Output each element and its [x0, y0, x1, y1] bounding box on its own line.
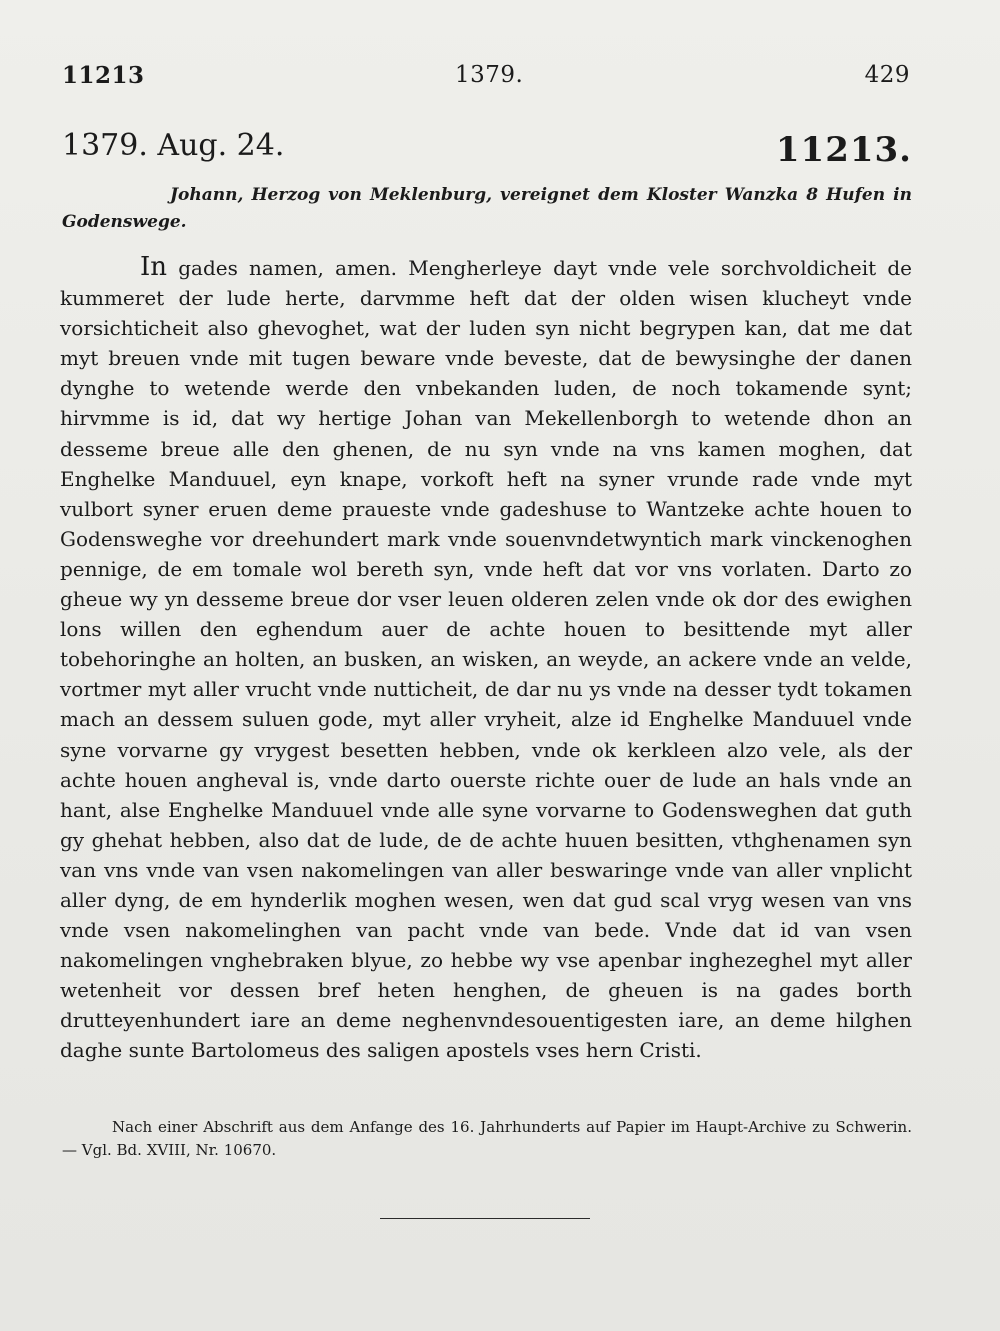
running-head-year: 1379.: [455, 62, 524, 88]
entry-number: 11213.: [775, 130, 912, 170]
entry-date: 1379. Aug. 24.: [62, 128, 285, 163]
charter-initial: In: [140, 252, 168, 282]
entry-heading: [62, 128, 912, 178]
charter-text: [60, 252, 912, 1066]
entry-regest: Johann, Herzog von Meklenburg, vereignet dem Kloster Wanzka 8 Hufen in Godenswege.: [62, 185, 912, 232]
source-note: Nach einer Abschrift aus dem Anfange des 16. Jahrhunderts auf Papier im Haupt-Archive zu Schwerin. — Vgl. Bd. XVIII, Nr. 10670.: [62, 1118, 912, 1159]
running-head-entry-number: 11213: [62, 62, 145, 89]
page-number: 429: [864, 62, 910, 88]
running-head: [62, 62, 910, 102]
end-rule-divider: [380, 1218, 590, 1219]
charter-body: gades namen, amen. Mengherleye dayt vnde vele sorchvoldicheit de kummeret der lude herte, darvmme heft dat der olden wisen klucheyt vnde vorsichticheit also ghevoghet, wat der luden syn nicht begrypen kan, dat me dat myt breuen vnde mit tugen beware vnde beveste, dat de bewysinghe der danen dynghe to wetende werde den vnbekanden luden, de noch tokamende synt; hirvmme is id, dat wy hertige Johan van Mekellenborgh to wetende dhon an desseme breue alle den ghenen, de nu syn vnde na vns kamen moghen, dat Enghelke Manduuel, eyn knape, vorkoft heft na syner vrunde rade vnde myt vulbort syner eruen deme praueste vnde gadeshuse to Wantzeke achte houen to Godensweghe vor dreehundert mark vnde souenvndetwyntich mark vinckenoghen pennige, de em tomale wol bereth syn, vnde heft dat vor vns vorlaten. Darto zo gheue wy yn desseme breue dor vser leuen olderen zelen vnde ok dor des ewighen lons willen den eghendum auer de achte houen to besittende myt aller tobehoringhe an holten, an busken, an wisken, an weyde, an ackere vnde an velde, vortmer myt aller vrucht vnde nutticheit, de dar nu ys vnde na desser tydt tokamen mach an dessem suluen gode, myt aller vryheit, alze id Enghelke Manduuel vnde syne vorvarne gy vrygest besetten hebben, vnde ok kerkleen alzo vele, als der achte houen angheval is, vnde darto ouerste richte ouer de lude an hals vnde an hant, alse Enghelke Manduuel vnde alle syne vorvarne to Godensweghen dat guth gy ghehat hebben, also dat de lude, de de achte huuen besitten, vthghenamen syn van vns vnde van vsen nakomelingen van aller beswaringe vnde van aller vnplicht aller dyng, de em hynderlik moghen wesen, wen dat gud scal vryg wesen van vns vnde vsen nakomelinghen van pacht vnde van bede. Vnde dat id van vsen nakomelingen vnghebraken blyue, zo hebbe wy vse apenbar inghezeghel myt aller wetenheit vor dessen bref heten henghen, de gheuen is na gades borth drutteyenhundert iare an deme neghenvndesouentigesten iare, an deme hilghen daghe sunte Bartolomeus des saligen apostels vses hern Cristi.: [60, 256, 912, 1063]
